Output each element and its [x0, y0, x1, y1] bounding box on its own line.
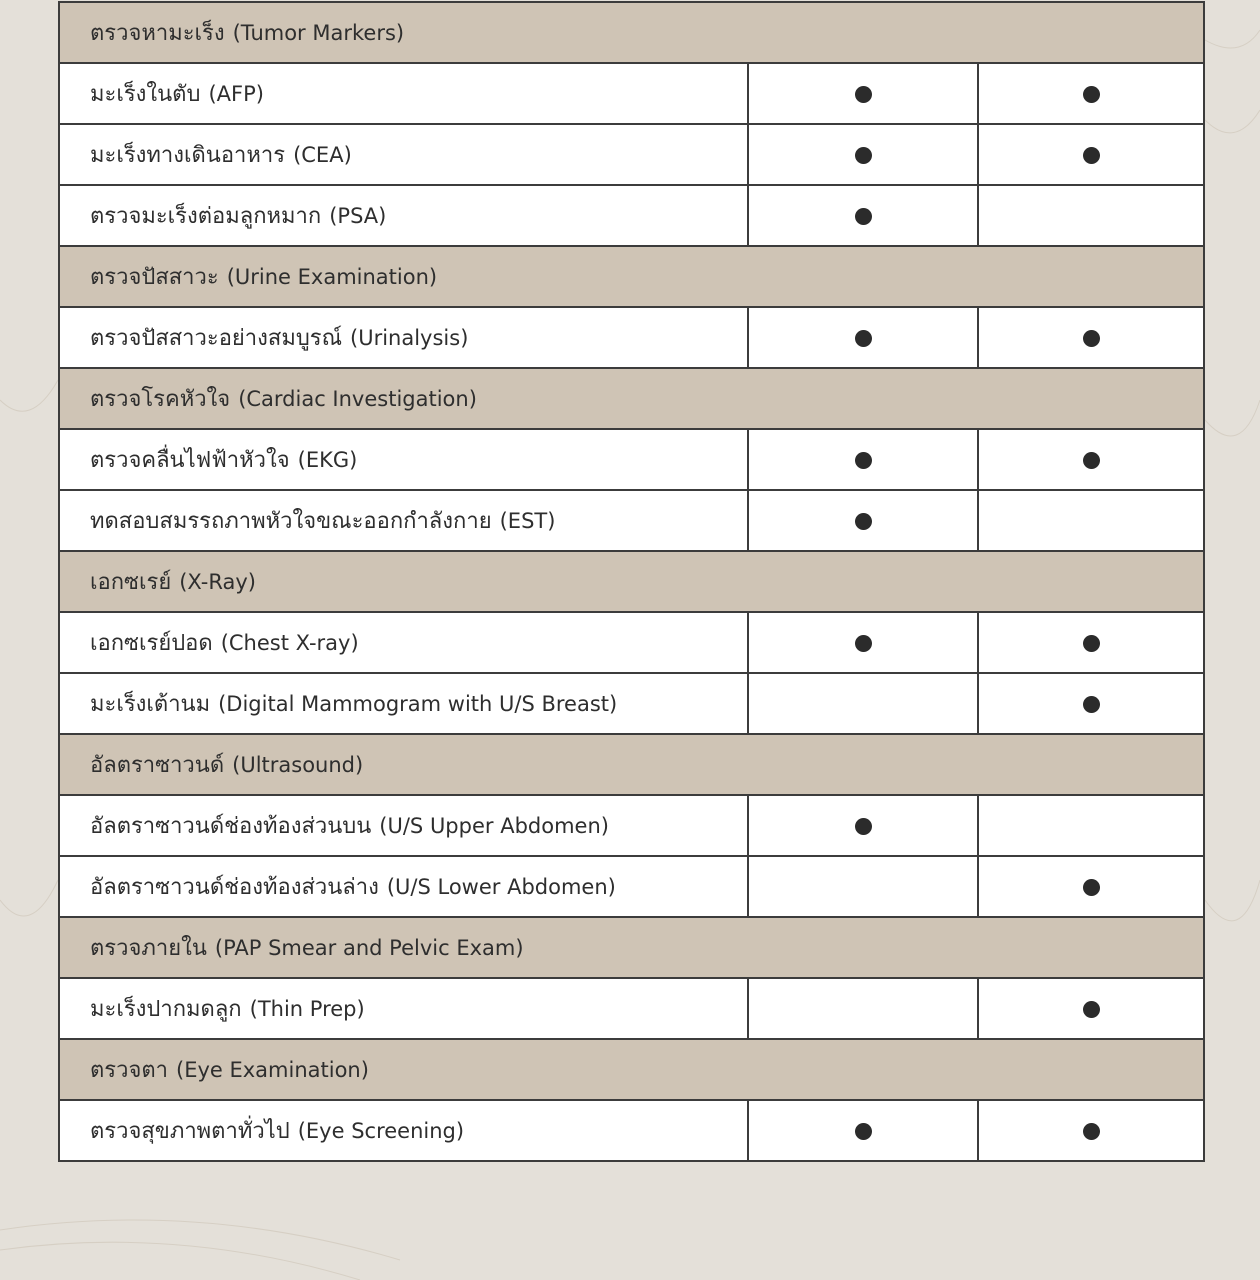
thai-label: ตรวจคลื่นไฟฟ้าหัวใจ [90, 448, 290, 473]
package-cell-col1 [748, 673, 978, 734]
included-dot-icon [1083, 696, 1100, 713]
thai-label: ตรวจตา [90, 1058, 168, 1083]
section-header-row [59, 551, 1204, 612]
section-title [59, 368, 1204, 429]
section-header-row [59, 2, 1204, 63]
test-name [59, 490, 748, 551]
section-title [59, 246, 1204, 307]
table-row [59, 490, 1204, 551]
package-cell-col1 [748, 795, 978, 856]
thai-label: ทดสอบสมรรถภาพหัวใจขณะออกกำลังกาย [90, 509, 492, 534]
package-cell-col1 [748, 63, 978, 124]
english-label: (Chest X-ray) [220, 631, 359, 655]
table-row [59, 978, 1204, 1039]
test-name [59, 307, 748, 368]
english-label: (X-Ray) [179, 570, 256, 594]
thai-label: ตรวจปัสสาวะ [90, 265, 219, 290]
package-cell-col2 [978, 307, 1204, 368]
english-label: (U/S Lower Abdomen) [386, 875, 616, 899]
package-cell-col2 [978, 673, 1204, 734]
english-label: (PAP Smear and Pelvic Exam) [214, 936, 524, 960]
included-dot-icon [855, 147, 872, 164]
table-row [59, 429, 1204, 490]
table-row [59, 185, 1204, 246]
thai-label: มะเร็งปากมดลูก [90, 997, 242, 1022]
thai-label: อัลตราซาวนด์ช่องท้องส่วนบน [90, 814, 372, 839]
thai-label: เอกซเรย์ปอด [90, 631, 213, 656]
english-label: (Thin Prep) [249, 997, 365, 1021]
package-cell-col2 [978, 124, 1204, 185]
english-label: (AFP) [208, 82, 264, 106]
thai-label: มะเร็งเต้านม [90, 692, 211, 717]
package-cell-col1 [748, 185, 978, 246]
test-name [59, 1100, 748, 1161]
included-dot-icon [1083, 86, 1100, 103]
thai-label: เอกซเรย์ [90, 570, 172, 595]
package-cell-col1 [748, 856, 978, 917]
included-dot-icon [855, 635, 872, 652]
section-header-row [59, 917, 1204, 978]
english-label: (Digital Mammogram with U/S Breast) [218, 692, 618, 716]
thai-label: ตรวจสุขภาพตาทั่วไป [90, 1119, 290, 1144]
section-header-row [59, 368, 1204, 429]
english-label: (EKG) [297, 448, 358, 472]
section-title [59, 1039, 1204, 1100]
thai-label: อัลตราซาวนด์ช่องท้องส่วนล่าง [90, 875, 379, 900]
english-label: (Urine Examination) [226, 265, 438, 289]
package-cell-col1 [748, 490, 978, 551]
test-name [59, 429, 748, 490]
included-dot-icon [855, 1123, 872, 1140]
included-dot-icon [1083, 1123, 1100, 1140]
included-dot-icon [855, 452, 872, 469]
package-cell-col1 [748, 124, 978, 185]
table-row [59, 63, 1204, 124]
section-header-row [59, 1039, 1204, 1100]
table-row [59, 673, 1204, 734]
section-header-row [59, 734, 1204, 795]
package-cell-col1 [748, 612, 978, 673]
english-label: (Eye Screening) [297, 1119, 465, 1143]
included-dot-icon [1083, 147, 1100, 164]
package-cell-col2 [978, 490, 1204, 551]
package-cell-col2 [978, 185, 1204, 246]
health-checkup-table [58, 1, 1205, 1162]
table-row [59, 307, 1204, 368]
test-name [59, 856, 748, 917]
table-row [59, 856, 1204, 917]
included-dot-icon [1083, 635, 1100, 652]
thai-label: อัลตราซาวนด์ [90, 753, 225, 778]
package-cell-col2 [978, 978, 1204, 1039]
included-dot-icon [1083, 1001, 1100, 1018]
thai-label: มะเร็งในตับ [90, 82, 201, 107]
test-name [59, 63, 748, 124]
thai-label: ตรวจมะเร็งต่อมลูกหมาก [90, 204, 322, 229]
package-cell-col1 [748, 978, 978, 1039]
included-dot-icon [1083, 452, 1100, 469]
package-cell-col1 [748, 429, 978, 490]
thai-label: ตรวจโรคหัวใจ [90, 387, 231, 412]
included-dot-icon [1083, 879, 1100, 896]
table-row [59, 612, 1204, 673]
test-name [59, 612, 748, 673]
test-name [59, 795, 748, 856]
package-cell-col1 [748, 307, 978, 368]
package-cell-col2 [978, 612, 1204, 673]
package-cell-col2 [978, 63, 1204, 124]
section-header-row [59, 246, 1204, 307]
included-dot-icon [1083, 330, 1100, 347]
included-dot-icon [855, 330, 872, 347]
test-name [59, 978, 748, 1039]
english-label: (Ultrasound) [232, 753, 364, 777]
package-cell-col2 [978, 429, 1204, 490]
english-label: (EST) [499, 509, 556, 533]
table-row [59, 124, 1204, 185]
english-label: (CEA) [293, 143, 352, 167]
english-label: (Cardiac Investigation) [238, 387, 477, 411]
thai-label: มะเร็งทางเดินอาหาร [90, 143, 286, 168]
included-dot-icon [855, 513, 872, 530]
section-title [59, 917, 1204, 978]
thai-label: ตรวจหามะเร็ง [90, 21, 225, 46]
package-cell-col1 [748, 1100, 978, 1161]
test-name [59, 673, 748, 734]
test-name [59, 185, 748, 246]
included-dot-icon [855, 86, 872, 103]
section-title [59, 2, 1204, 63]
english-label: (U/S Upper Abdomen) [379, 814, 609, 838]
table-row [59, 795, 1204, 856]
english-label: (PSA) [329, 204, 387, 228]
package-cell-col2 [978, 856, 1204, 917]
included-dot-icon [855, 818, 872, 835]
test-name [59, 124, 748, 185]
thai-label: ตรวจปัสสาวะอย่างสมบูรณ์ [90, 326, 343, 351]
section-title [59, 551, 1204, 612]
thai-label: ตรวจภายใน [90, 936, 207, 961]
english-label: (Eye Examination) [176, 1058, 369, 1082]
included-dot-icon [855, 208, 872, 225]
table-row [59, 1100, 1204, 1161]
english-label: (Urinalysis) [350, 326, 469, 350]
package-cell-col2 [978, 1100, 1204, 1161]
english-label: (Tumor Markers) [232, 21, 405, 45]
package-cell-col2 [978, 795, 1204, 856]
section-title [59, 734, 1204, 795]
